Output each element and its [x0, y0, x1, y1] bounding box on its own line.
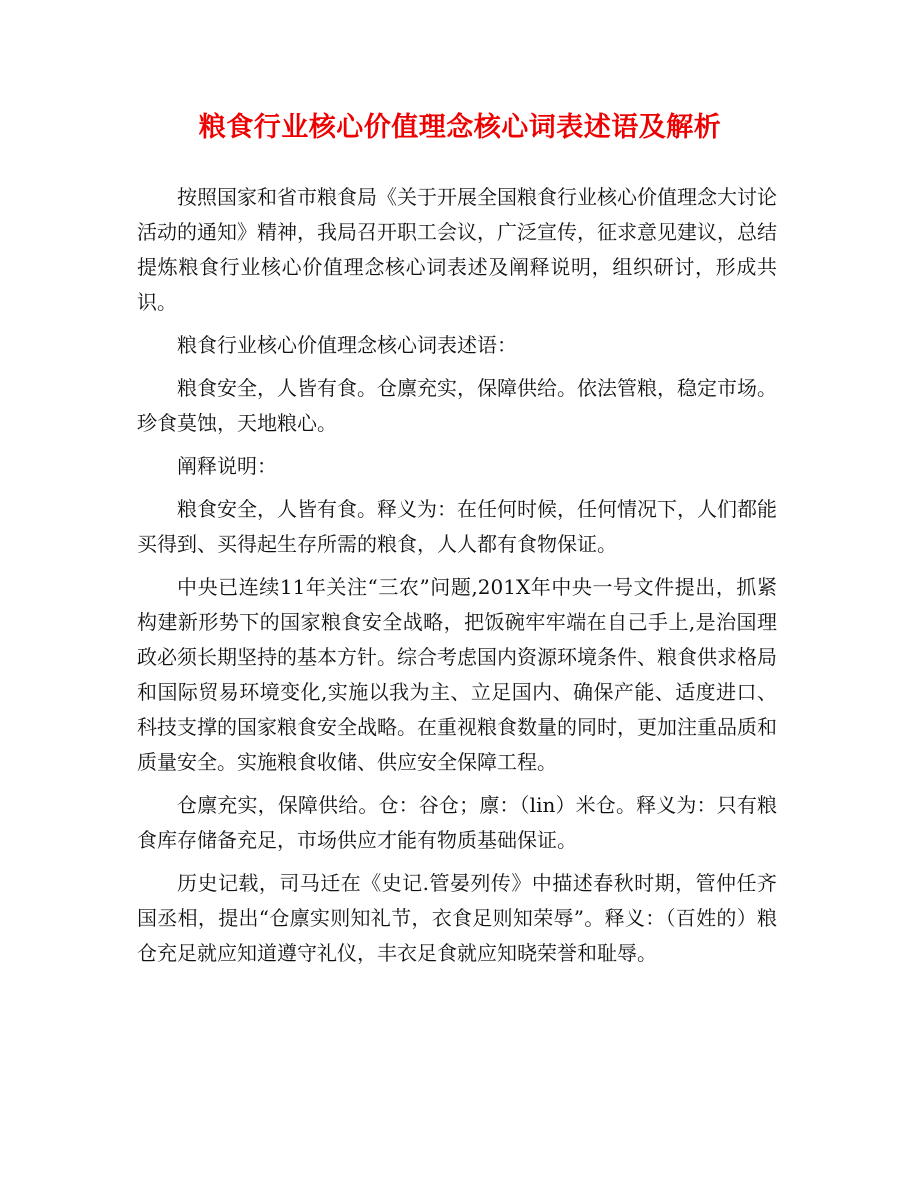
paragraph-explanation-heading: 阐释说明： — [177, 454, 277, 478]
paragraph-food-security: 粮食安全，人皆有食。释义为：在任何时候，任何情况下，人们都能买得到、买得起生存所需的粮食，人人都有食物保证。 — [137, 497, 777, 556]
document-body — [137, 180, 777, 979]
paragraph-granary: 仓廪充实，保障供给。仓：谷仓；廪：（lin）米仓。释义为：只有粮食库存储备充足，市场供应才能有物质基础保证。 — [137, 793, 777, 852]
paragraph-core-phrase-heading: 粮食行业核心价值理念核心词表述语： — [177, 333, 517, 357]
document-title: 粮食行业核心价值理念核心词表述语及解析 — [198, 112, 722, 143]
paragraph-history: 历史记载，司马迁在《史记.管晏列传》中描述春秋时期，管仲任齐国丞相，提出“仓廪实则知礼节，衣食足则知荣辱”。释义：（百姓的）粮仓充足就应知道遵守礼仪，丰衣足食就应知晓荣誉和耻辱。 — [137, 871, 777, 965]
paragraph-central-policy: 中央已连续11年关注“三农”问题,201X年中央一号文件提出，抓紧构建新形势下的国家粮食安全战略，把饭碗牢牢端在自己手上,是治国理政必须长期坚持的基本方针。综合考虑国内资源环境条件、粮食供求格局和国际贸易环境变化,实施以我为主、立足国内、确保产能、适度进口、科技支撑的国家粮食安全战略。在重视粮食数量的同时，更加注重品质和质量安全。实施粮食收储、供应安全保障工程。 — [137, 575, 777, 774]
paragraph-core-phrases: 粮食安全，人皆有食。仓廪充实，保障供给。依法管粮，稳定市场。珍食莫蚀，天地粮心。 — [137, 376, 777, 435]
paragraph-intro: 按照国家和省市粮食局《关于开展全国粮食行业核心价值理念大讨论活动的通知》精神，我局召开职工会议，广泛宣传，征求意见建议，总结提炼粮食行业核心价值理念核心词表述及阐释说明，组织研讨，形成共识。 — [137, 185, 777, 314]
